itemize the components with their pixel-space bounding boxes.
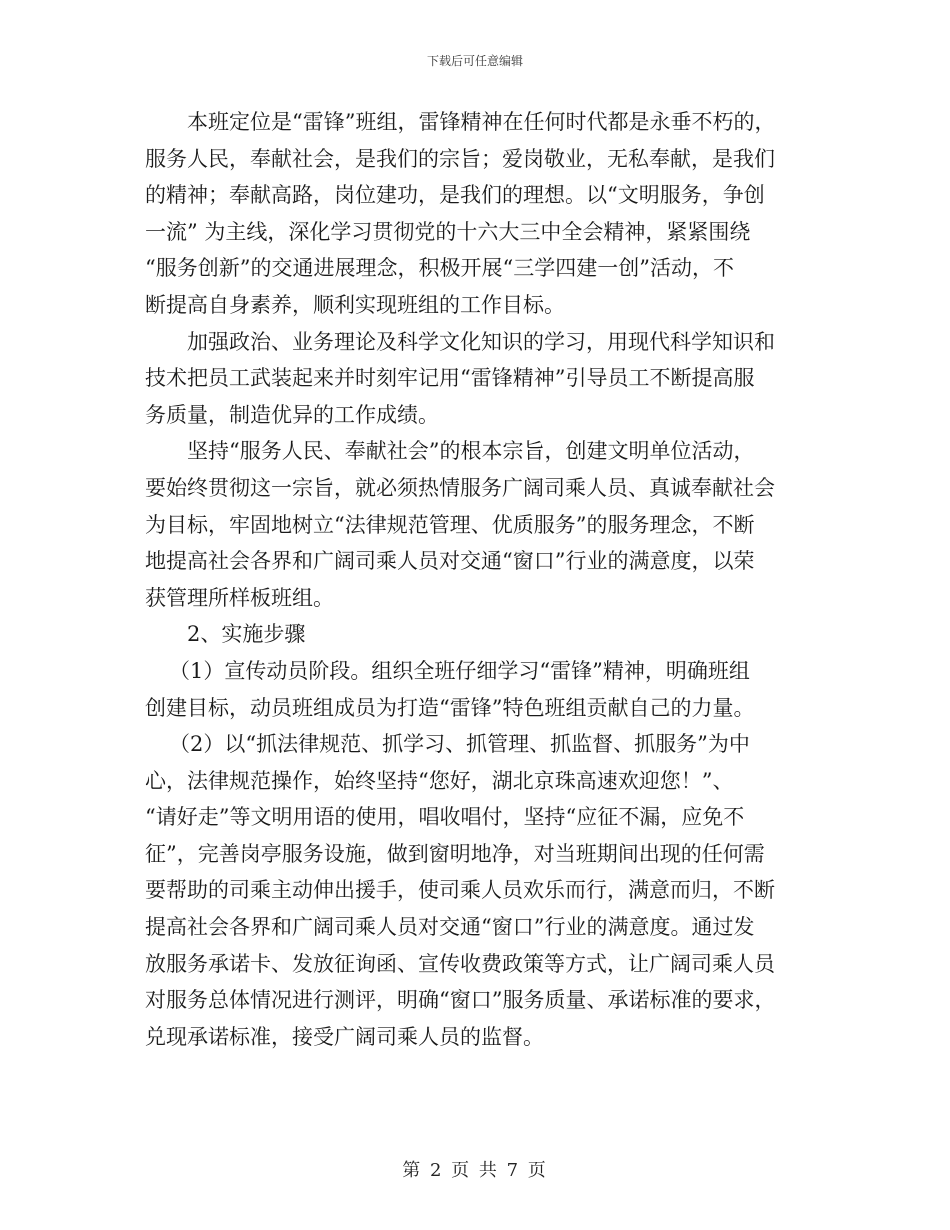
text-line: 务质量，制造优异的工作成绩。 <box>145 402 439 427</box>
page-number: 第 2 页 共 7 页 <box>402 1160 548 1181</box>
text-line: 要始终贯彻这一宗旨，就必须热情服务广阔司乘人员、真诚奉献社会 <box>145 475 775 500</box>
text-line: 技术把员工武装起来并时刻牢记用“雷锋精神”引导员工不断提高服 <box>145 366 755 391</box>
text-line: 的精神；奉献高路，岗位建功，是我们的理想。以“文明服务，争创 <box>145 183 765 208</box>
text-line: 心，法律规范操作，始终坚持“您好，湖北京珠高速欢迎您！”、 <box>145 768 734 793</box>
download-note: 下载后可任意编辑 <box>426 54 523 68</box>
text-line: “服务创新”的交通进展理念，积极开展“三学四建一创”活动，不 <box>145 256 734 281</box>
text-line: 获管理所样板班组。 <box>145 585 334 610</box>
document-body <box>145 104 813 1055</box>
text-line: “请好走”等文明用语的使用，唱收唱付，坚持“应征不漏，应免不 <box>145 805 745 830</box>
text-line: 放服务承诺卡、发放征询函、宣传收费政策等方式，让广阔司乘人员 <box>145 951 775 976</box>
text-line: 断提高自身素养，顺利实现班组的工作目标。 <box>145 292 565 317</box>
text-line: 地提高社会各界和广阔司乘人员对交通“窗口”行业的满意度，以荣 <box>145 549 755 574</box>
text-line: （1）宣传动员阶段。组织全班仔细学习“雷锋”精神，明确班组 <box>169 658 750 683</box>
text-line: 对服务总体情况进行测评，明确“窗口”服务质量、承诺标准的要求， <box>145 988 776 1013</box>
section-heading: 2、实施步骤 <box>187 622 306 647</box>
text-line: （2）以“抓法律规范、抓学习、抓管理、抓监督、抓服务”为中 <box>169 732 750 757</box>
text-line: 服务人民，奉献社会，是我们的宗旨；爱岗敬业，无私奉献，是我们 <box>145 146 775 171</box>
text-line: 要帮助的司乘主动伸出援手，使司乘人员欢乐而行，满意而归，不断 <box>145 878 775 903</box>
text-line: 加强政治、业务理论及科学文化知识的学习，用现代科学知识和 <box>187 329 775 354</box>
text-line: 征”，完善岗亭服务设施，做到窗明地净，对当班期间出现的任何需 <box>145 841 765 866</box>
text-line: 提高社会各界和广阔司乘人员对交通“窗口”行业的满意度。通过发 <box>145 915 755 940</box>
text-line: 为目标，牢固地树立“法律规范管理、优质服务”的服务理念，不断 <box>145 512 755 537</box>
text-line: 坚持“服务人民、奉献社会”的根本宗旨，创建文明单位活动， <box>187 439 755 464</box>
text-line: 兑现承诺标准，接受广阔司乘人员的监督。 <box>145 1024 544 1049</box>
text-line: 一流” 为主线，深化学习贯彻党的十六大三中全会精神，紧紧围绕 <box>145 219 751 244</box>
text-line: 创建目标，动员班组成员为打造“雷锋”特色班组贡献自己的力量。 <box>145 695 755 720</box>
text-line: 本班定位是“雷锋”班组，雷锋精神在任何时代都是永垂不朽的， <box>187 110 776 134</box>
